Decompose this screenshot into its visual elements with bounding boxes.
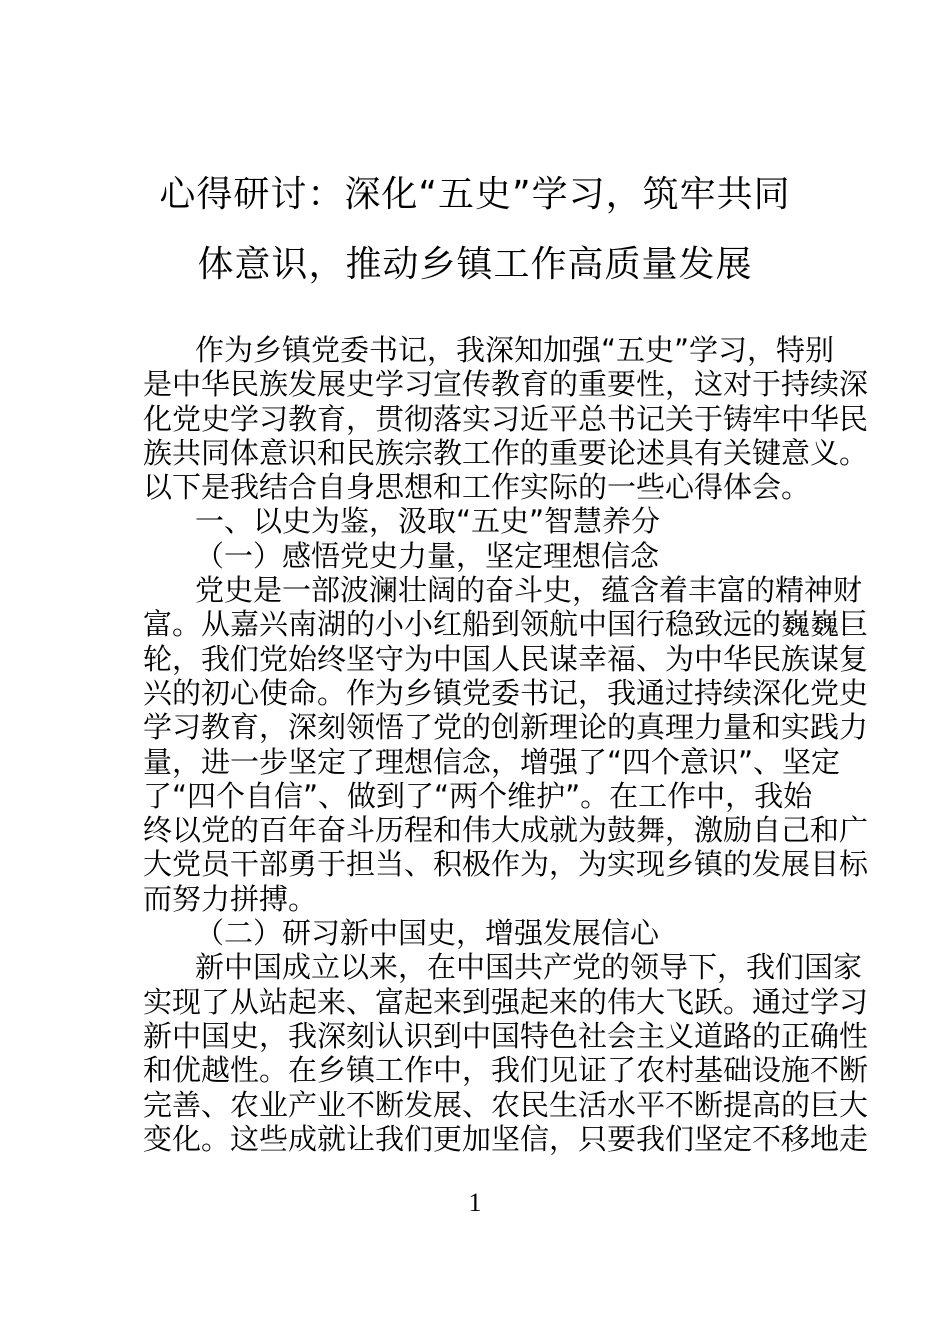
- body-text-line: 是中华民族发展史学习宣传教育的重要性，这对于持续深: [143, 367, 869, 402]
- body-text-line: 轮，我们党始终坚守为中国人民谋幸福、为中华民族谋复: [143, 641, 869, 676]
- body-text-line: 新中国成立以来，在中国共产党的领导下，我们国家: [195, 950, 863, 985]
- body-text-line: 变化。这些成就让我们更加坚信，只要我们坚定不移地走: [143, 1121, 869, 1156]
- body-text-line: 了“四个自信”、做到了“两个维护”。在工作中，我始: [143, 778, 813, 813]
- section-heading: （二）研习新中国史，增强发展信心: [195, 916, 660, 951]
- body-text-line: 化党史学习教育，贯彻落实习近平总书记关于铸牢中华民: [143, 401, 869, 436]
- body-text-line: 党史是一部波澜壮阔的奋斗史，蕴含着丰富的精神财: [195, 573, 863, 608]
- body-text-line: 兴的初心使命。作为乡镇党委书记，我通过持续深化党史: [143, 675, 869, 710]
- body-text-line: 而努力拼搏。: [143, 881, 318, 916]
- document-title-line-1: 心得研讨：深化“五史”学习，筑牢共同: [159, 174, 791, 215]
- body-text-line: 以下是我结合自身思想和工作实际的一些心得体会。: [143, 470, 811, 505]
- body-text-line: 量，进一步坚定了理想信念，增强了“四个意识”、坚定: [143, 744, 841, 779]
- body-text-line: 完善、农业产业不断发展、农民生活水平不断提高的巨大: [143, 1087, 869, 1122]
- body-text-line: 和优越性。在乡镇工作中，我们见证了农村基础设施不断: [143, 1053, 869, 1088]
- section-heading: 一、以史为鉴，汲取“五史”智慧养分: [195, 504, 661, 539]
- page-number: 1: [468, 1188, 482, 1217]
- document-title-line-2: 体意识，推动乡镇工作高质量发展: [197, 244, 753, 285]
- body-text-line: 作为乡镇党委书记，我深知加强“五史”学习，特别: [195, 333, 835, 367]
- body-text-line: 新中国史，我深刻认识到中国特色社会主义道路的正确性: [143, 1018, 869, 1053]
- body-text-line: 实现了从站起来、富起来到强起来的伟大飞跃。通过学习: [143, 984, 869, 1019]
- body-text-line: 大党员干部勇于担当、积极作为，为实现乡镇的发展目标: [143, 847, 869, 882]
- body-text-line: 学习教育，深刻领悟了党的创新理论的真理力量和实践力: [143, 710, 869, 745]
- section-heading: （一）感悟党史力量，坚定理想信念: [195, 538, 660, 573]
- body-text-line: 富。从嘉兴南湖的小小红船到领航中国行稳致远的巍巍巨: [143, 607, 869, 642]
- document-body: [143, 333, 869, 1156]
- body-text-line: 族共同体意识和民族宗教工作的重要论述具有关键意义。: [143, 435, 869, 470]
- body-text-line: 终以党的百年奋斗历程和伟大成就为鼓舞，激励自己和广: [143, 813, 869, 848]
